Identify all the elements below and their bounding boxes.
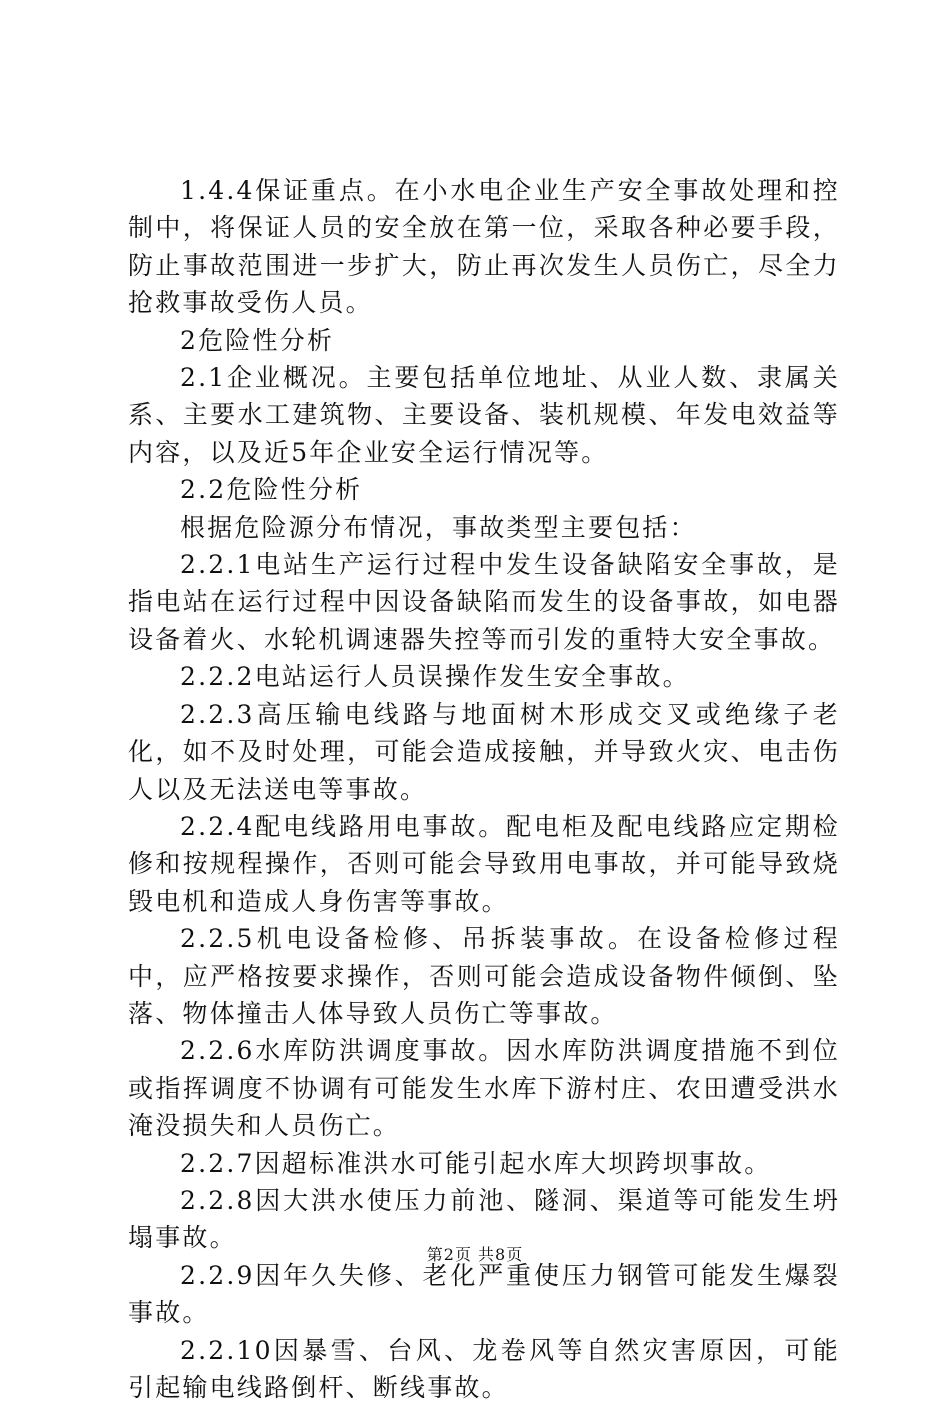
page-number-footer: 第2页 共8页	[426, 1245, 524, 1264]
paragraph-2-2-7: 2.2.7因超标准洪水可能引起水库大坝跨坝事故。	[180, 1148, 772, 1178]
paragraph-2-2-9: 2.2.9因年久失修、老化严重使压力钢管可能发生爆裂事故。	[128, 1260, 840, 1328]
paragraph-2-2-2: 2.2.2电站运行人员误操作发生安全事故。	[180, 662, 690, 692]
paragraph-2-1: 2.1企业概况。主要包括单位地址、从业人数、隶属关系、主要水工建筑物、主要设备、装机规模、年发电效益等内容，以及近5年企业安全运行情况等。	[128, 363, 840, 467]
document-body	[128, 172, 840, 1406]
heading-2-2: 2.2危险性分析	[180, 475, 363, 505]
paragraph-1-4-4: 1.4.4保证重点。在小水电企业生产安全事故处理和控制中，将保证人员的安全放在第一位，采取各种必要手段，防止事故范围进一步扩大，防止再次发生人员伤亡，尽全力抢救事故受伤人员。	[128, 176, 840, 318]
paragraph-2-2-10: 2.2.10因暴雪、台风、龙卷风等自然灾害原因，可能引起输电线路倒杆、断线事故。	[128, 1335, 840, 1402]
paragraph-2-2-5: 2.2.5机电设备检修、吊拆装事故。在设备检修过程中，应严格按要求操作，否则可能会造成设备物件倾倒、坠落、物体撞击人体导致人员伤亡等事故。	[128, 924, 840, 1028]
paragraph-2-2-1: 2.2.1电站生产运行过程中发生设备缺陷安全事故，是指电站在运行过程中因设备缺陷而发生的设备事故，如电器设备着火、水轮机调速器失控等而引发的重特大安全事故。	[128, 550, 840, 654]
paragraph-2-2-4: 2.2.4配电线路用电事故。配电柜及配电线路应定期检修和按规程操作，否则可能会导致用电事故，并可能导致烧毁电机和造成人身伤害等事故。	[128, 811, 840, 916]
paragraph-2-2-8: 2.2.8因大洪水使压力前池、隧洞、渠道等可能发生坍塌事故。	[128, 1185, 840, 1253]
paragraph-2-2-3: 2.2.3高压输电线路与地面树木形成交叉或绝缘子老化，如不及时处理，可能会造成接触，并导致火灾、电击伤人以及无法送电等事故。	[128, 699, 840, 804]
paragraph-accident-types-intro: 根据危险源分布情况，事故类型主要包括：	[180, 512, 697, 542]
paragraph-2-2-6: 2.2.6水库防洪调度事故。因水库防洪调度措施不到位或指挥调度不协调有可能发生水库下游村庄、农田遭受洪水淹没损失和人员伤亡。	[128, 1036, 840, 1141]
heading-2-risk-analysis: 2危险性分析	[180, 325, 335, 355]
